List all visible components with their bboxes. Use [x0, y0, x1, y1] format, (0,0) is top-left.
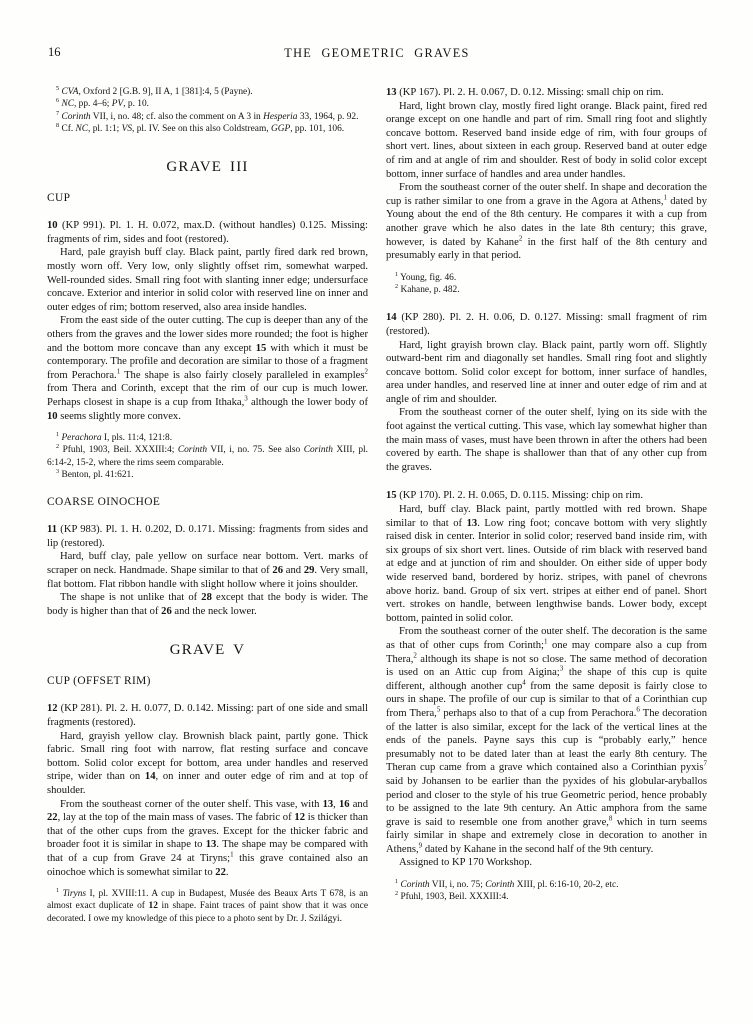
- two-column-text: [47, 86, 707, 925]
- entry-paragraph: Hard, pale grayish buff clay. Black paint, partly fired dark red brown, mostly worn off. Very low, only slightly offset rim, somewhat warped. Well-rounded sides. Small ring foot with slanting inner edge; undersurface concave. Exterior and interior in solid color with reserved line on inner and outer edges of rim; bottom reserved, also area inside handles.: [47, 247, 368, 313]
- footnote: $^3$ Benton, pl. 41:621.: [56, 467, 134, 480]
- footnote-block: [386, 272, 707, 297]
- footnote: $^6$ NC, pp. 4–6; PV, p. 10.: [56, 97, 149, 110]
- entry-head: 13 (KP 167). Pl. 2. H. 0.067, D. 0.12. Missing: small chip on rim.: [386, 87, 664, 98]
- right-column: [386, 86, 707, 904]
- entry-paragraph: The shape is not unlike that of 28 except that the body is wider. The body is higher than that of 26 and the neck lower.: [47, 592, 368, 617]
- entry-paragraph: From the southeast corner of the outer shelf, lying on its side with the foot against the vertical cutting. This vase, which lay somewhat higher than the main mass of vases, must have been thrown in after the others had been covered by earth. The shape is shallower than that of any other cup from the graves.: [386, 407, 707, 473]
- grave-heading: GRAVE V: [169, 642, 246, 659]
- entry-head: 10 (KP 991). Pl. 1. H. 0.072, max.D. (without handles) 0.125. Missing: fragments of rim, sides and foot (restored).: [47, 220, 368, 245]
- entry-paragraph: Assigned to KP 170 Workshop.: [399, 857, 533, 869]
- footnote: $^5$ CVA, Oxford 2 [G.B. 9], II A, 1 [381]:4, 5 (Payne).: [56, 84, 253, 97]
- entry-head: 12 (KP 281). Pl. 2. H. 0.077, D. 0.142. Missing: part of one side and small fragments (restored).: [47, 703, 368, 729]
- section-subheading: CUP (OFFSET RIM): [47, 675, 151, 688]
- catalog-entry: [47, 523, 368, 618]
- page-header: [47, 44, 707, 60]
- footnote: $^2$ Pfuhl, 1903, Beil. XXXIII:4.: [395, 890, 509, 903]
- footnote: $^1$ Tiryns I, pl. XVIII:11. A cup in Budapest, Musée des Beaux Arts T 678, is an almost exact duplicate of 12 in shape. Faint traces of paint show that it was once decorated. I owe my knowledge of this piece to a photo sent by Dr. J. Szilágyi.: [47, 887, 368, 924]
- entry-paragraph: From the southeast corner of the outer shelf. This vase, with 13, 16 and 22, lay at the top of the main mass of vases. The fabric of 12 is thicker than that of the other cups from the graves. Except for the thicker fabric and broader foot it is similar in shape to 13. The shape may be compared with that of a cup from Grave 24 at Tiryns;$^1$ this grave contained also an oinochoe which is somewhat similar to 22.: [47, 798, 368, 878]
- footnote: $^1$ Corinth VII, i, no. 75; Corinth XIII, pl. 6:16-10, 20-2, etc.: [395, 877, 619, 891]
- entry-head: 15 (KP 170). Pl. 2. H. 0.065, D. 0.115. Missing: chip on rim.: [386, 490, 644, 502]
- catalog-entry: [386, 311, 707, 474]
- footnote-block: [47, 432, 368, 481]
- catalog-entry: [386, 86, 707, 296]
- footnote: $^1$ Perachora I, pls. 11:4, 121:8.: [56, 430, 173, 444]
- entry-paragraph: Hard, buff clay, pale yellow on surface near bottom. Vert. marks of scraper on neck. Handmade. Shape similar to that of 26 and 29. Very small, flat bottom. Flat ribbon handle with slight hollow where it joins shoulder.: [47, 551, 368, 590]
- footnote-block: [47, 888, 368, 925]
- entry-head: 14 (KP 280). Pl. 2. H. 0.06, D. 0.127. Missing: small fragment of rim (restored).: [386, 312, 707, 337]
- entry-paragraph: From the east side of the outer cutting. The cup is deeper than any of the others from the graves and the lower sides more rounded; the foot is higher and the bottom more concave than any except 15 with which it must be contemporary. The profile and decoration are similar to those of a fragment from Perachora.$^1$ The shape is also fairly closely paralleled in examples$^2$ from Thera and Corinth, except that the rim of our cup is much lower. Perhaps closest in shape is a cup from Ithaka,$^3$ although the lower body of 10 seems slightly more convex.: [47, 315, 369, 422]
- section-subheading: CUP: [47, 192, 71, 205]
- entry-paragraph: Hard, light grayish brown clay. Black paint, partly worn off. Slightly outward-bent rim and diagonally set handles. Small ring foot and slightly concave bottom. Solid color except for bottom, inner surface of handles, area under handles, and reserved line at inner and outer edge of rim and at angle of rim and shoulder.: [386, 339, 707, 405]
- footnote-block: [386, 879, 707, 904]
- grave-heading: GRAVE III: [166, 159, 249, 176]
- footnote: $^2$ Kahane, p. 482.: [395, 282, 460, 296]
- entry-paragraph: From the southeast corner of the outer shelf. In shape and decoration the cup is rather similar to one from a grave in the Agora at Athens,$^1$ dated by Young about the end of the 8th century. He compares it with a cup from another grave which he also dates in the late 8th century; this grave, however, is dated by Kahane$^2$ in the first half of the 8th century and presumably early in that period.: [386, 182, 707, 262]
- page-number: 16: [48, 45, 61, 59]
- catalog-entry: [47, 219, 368, 481]
- footnote: $^8$ Cf. NC, pl. 1:1; VS, pl. IV. See on this also Coldstream, GGP, pp. 101, 106.: [56, 121, 345, 134]
- catalog-entry: [386, 489, 707, 903]
- footnote-block: [47, 86, 368, 135]
- footnote: $^7$ Corinth VII, i, no. 48; cf. also the comment on A 3 in Hesperia 33, 1964, p. 92.: [56, 109, 359, 122]
- entry-paragraph: Hard, light brown clay, mostly fired light orange. Black paint, fired red orange except on one handle and part of rim. Small ring foot and slightly concave bottom. Reserved band inside edge of rim, with four groups of short vert. lines, about sixteen in each group. Reserved band at outer edge of rim and at angle of rim and shoulder. Rest of body in solid color except bottom, inner surface of handles and area under handles.: [386, 100, 707, 180]
- section-subheading: COARSE OINOCHOE: [47, 496, 161, 509]
- footnote: $^2$ Pfuhl, 1903, Beil. XXXIII:4; Corinth VII, i, no. 75. See also Corinth XIII, pl. 6:14-2, 15-2, where the rims seem comparable.: [47, 443, 369, 468]
- entry-head: 11 (KP 983). Pl. 1. H. 0.202, D. 0.171. Missing: fragments from sides and lip (restored).: [47, 524, 368, 549]
- left-column: [47, 86, 368, 925]
- entry-paragraph: Hard, buff clay. Black paint, partly mottled with red brown. Shape similar to that of 13. Low ring foot; concave bottom with very slightly raised disk in center. Interior in solid color; reserved band inside rim, with six groups of six short vert. lines. Outside of rim black with reserved band at edge and at junction of rim and shoulder. On either side of upper body wide reserved band, bordered by horiz. stripes, with panel of chevrons above horiz. band. Group of six vert. stripes at either end of panel. Short vert. strokes on handle, between lengthwise bands. Lower body, except bottom, painted in solid color.: [386, 504, 707, 624]
- entry-paragraph: From the southeast corner of the outer shelf. The decoration is the same as that of other cups from Corinth;$^1$ one may compare also a cup from Thera,$^2$ although its shape is not so close. The same method of decoration is used on an Attic cup from Aigina;$^3$ the shape of this cup is quite different, although another cup$^4$ from the same deposit is fairly close to ours in shape. The profile of our cup is similar to that of a Corinthian cup from Thera,$^5$ perhaps also to that of a cup from Perachora.$^6$ The decoration of the latter is also similar, except for the lack of the vertical lines at the ends of the panels. Payne says this cup is “probably early,” hence presumably not to be dated later than at least the early 8th century. The Theran cup came from a grave which contained also a Corinthian pyxis$^7$ said by Johansen to be earlier than the pyxides of his globular-aryballos period and closer to the style of his true Geometric period, hence probably to be assigned to the late 9th century. An Attic amphora from the same grave is said to resemble one from another grave,$^8$ which in turn seems fairly similar in shape and extremely close in decoration to another in Athens,$^9$ dated by Kahane in the second half of the 9th century.: [386, 626, 708, 855]
- catalog-entry: [47, 702, 368, 925]
- entry-paragraph: Hard, grayish yellow clay. Brownish black paint, partly gone. Thick fabric. Small ring foot with narrow, flat resting surface and concave bottom. Solid color except for bottom, area under handles and reserved stripe, wider than on 14, on inner and outer edge of rim and at top of shoulder.: [47, 730, 368, 796]
- footnote: $^1$ Young, fig. 46.: [395, 270, 457, 283]
- running-title: THE GEOMETRIC GRAVES: [284, 46, 470, 60]
